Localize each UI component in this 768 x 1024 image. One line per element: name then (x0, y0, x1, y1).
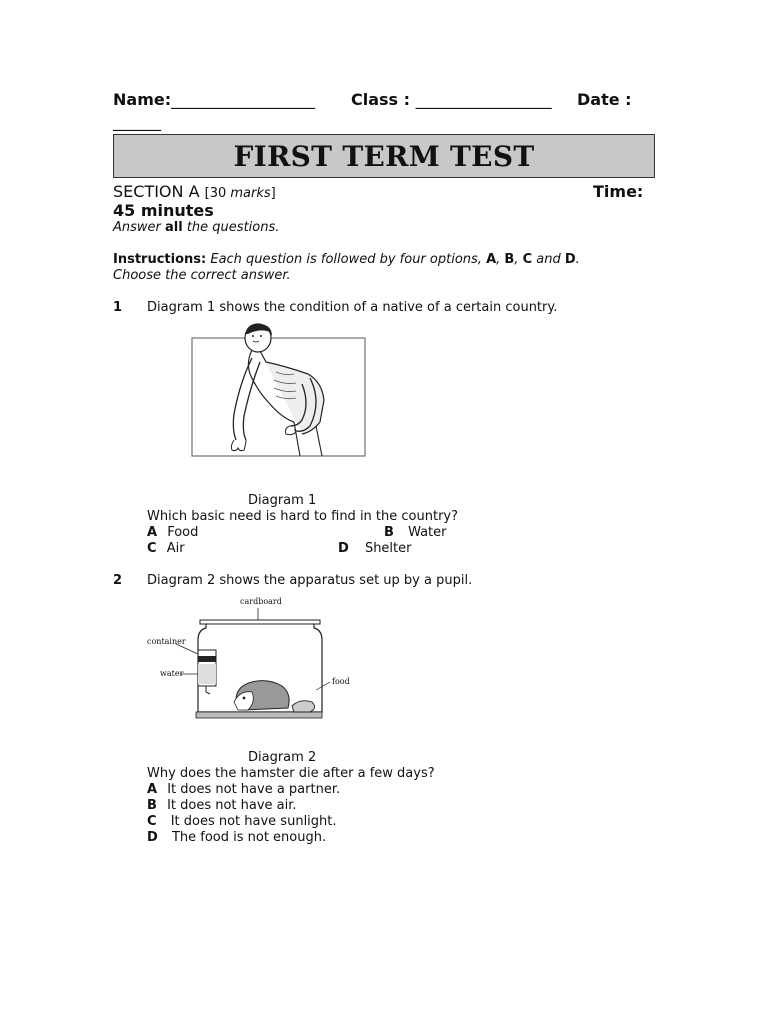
name-label: Name: (113, 90, 172, 109)
instructions-label: Instructions: (113, 252, 207, 267)
name-blank: __________________ (171, 90, 316, 109)
answer-instruction (113, 220, 279, 235)
q2-option-a-letter: A (147, 782, 158, 797)
q1-option-b (384, 525, 447, 540)
label-water: water (160, 669, 184, 678)
q1-option-d (338, 541, 411, 556)
q2-question: Why does the hamster die after a few days? (147, 766, 435, 781)
label-cardboard: cardboard (240, 597, 282, 606)
q1-caption: Diagram 1 (248, 493, 317, 508)
instructions-opt-c: C (522, 252, 533, 267)
diagram-1-illustration (190, 322, 368, 462)
instructions-line2: Choose the correct answer. (113, 268, 291, 283)
name-field (113, 90, 315, 109)
instructions-line1 (113, 252, 580, 267)
q2-option-d (147, 830, 326, 845)
q1-number: 1 (113, 300, 123, 315)
label-container: container (147, 637, 186, 646)
q1-option-a-text: Food (167, 525, 199, 540)
q2-option-c-letter: C (147, 814, 157, 829)
instructions-sep3: and (532, 252, 565, 267)
marks-word: marks (230, 186, 271, 201)
q2-number: 2 (113, 573, 123, 588)
label-food: food (332, 677, 350, 686)
q1-option-b-text: Water (408, 525, 447, 540)
q1-option-a (147, 525, 198, 540)
q1-option-c-text: Air (166, 541, 185, 556)
instructions-end: . (575, 252, 580, 267)
q2-option-b-letter: B (147, 798, 157, 813)
marks-open: [30 (204, 186, 231, 201)
instructions-sep2: , (514, 252, 523, 267)
q2-stem: Diagram 2 shows the apparatus set up by a pupil. (147, 573, 473, 588)
q2-option-a-text: It does not have a partner. (167, 782, 341, 797)
q2-option-d-text: The food is not enough. (171, 830, 327, 845)
instructions-sep1: , (496, 252, 505, 267)
q1-option-a-letter: A (147, 525, 158, 540)
test-title-box (113, 134, 655, 178)
q1-option-d-text: Shelter (364, 541, 412, 556)
date-label: Date : (577, 90, 632, 109)
q1-stem: Diagram 1 shows the condition of a native of a certain country. (147, 300, 558, 315)
answer-bold: all (165, 220, 183, 235)
instructions-opt-b: B (504, 252, 515, 267)
instructions-opt-d: D (564, 252, 576, 267)
q2-option-d-letter: D (147, 830, 158, 845)
time-value: 45 minutes (113, 201, 214, 220)
class-blank: _________________ (415, 90, 552, 109)
q2-option-b-text: It does not have air. (167, 798, 297, 813)
q2-option-a (147, 782, 340, 797)
q1-option-d-letter: D (338, 541, 349, 556)
q1-option-c (147, 541, 185, 556)
time-label: Time: (593, 182, 644, 201)
answer-pre: Answer (113, 220, 166, 235)
section-heading (113, 182, 276, 201)
class-field (351, 90, 552, 109)
instructions-opt-a: A (486, 252, 497, 267)
diagram-2-illustration (140, 594, 370, 724)
marks-close: ] (270, 186, 276, 201)
q2-option-c (147, 814, 337, 829)
section-name: SECTION A (113, 182, 200, 201)
test-title: FIRST TERM TEST (233, 139, 535, 173)
q1-option-b-letter: B (384, 525, 394, 540)
date-blank: ______ (113, 112, 161, 131)
q1-option-c-letter: C (147, 541, 157, 556)
q2-option-c-text: It does not have sunlight. (170, 814, 337, 829)
answer-post: the questions. (182, 220, 280, 235)
q2-option-b (147, 798, 297, 813)
q1-question: Which basic need is hard to find in the country? (147, 509, 459, 524)
class-label: Class : (351, 90, 411, 109)
q2-caption: Diagram 2 (248, 750, 317, 765)
instructions-text: Each question is followed by four options, (206, 252, 487, 267)
